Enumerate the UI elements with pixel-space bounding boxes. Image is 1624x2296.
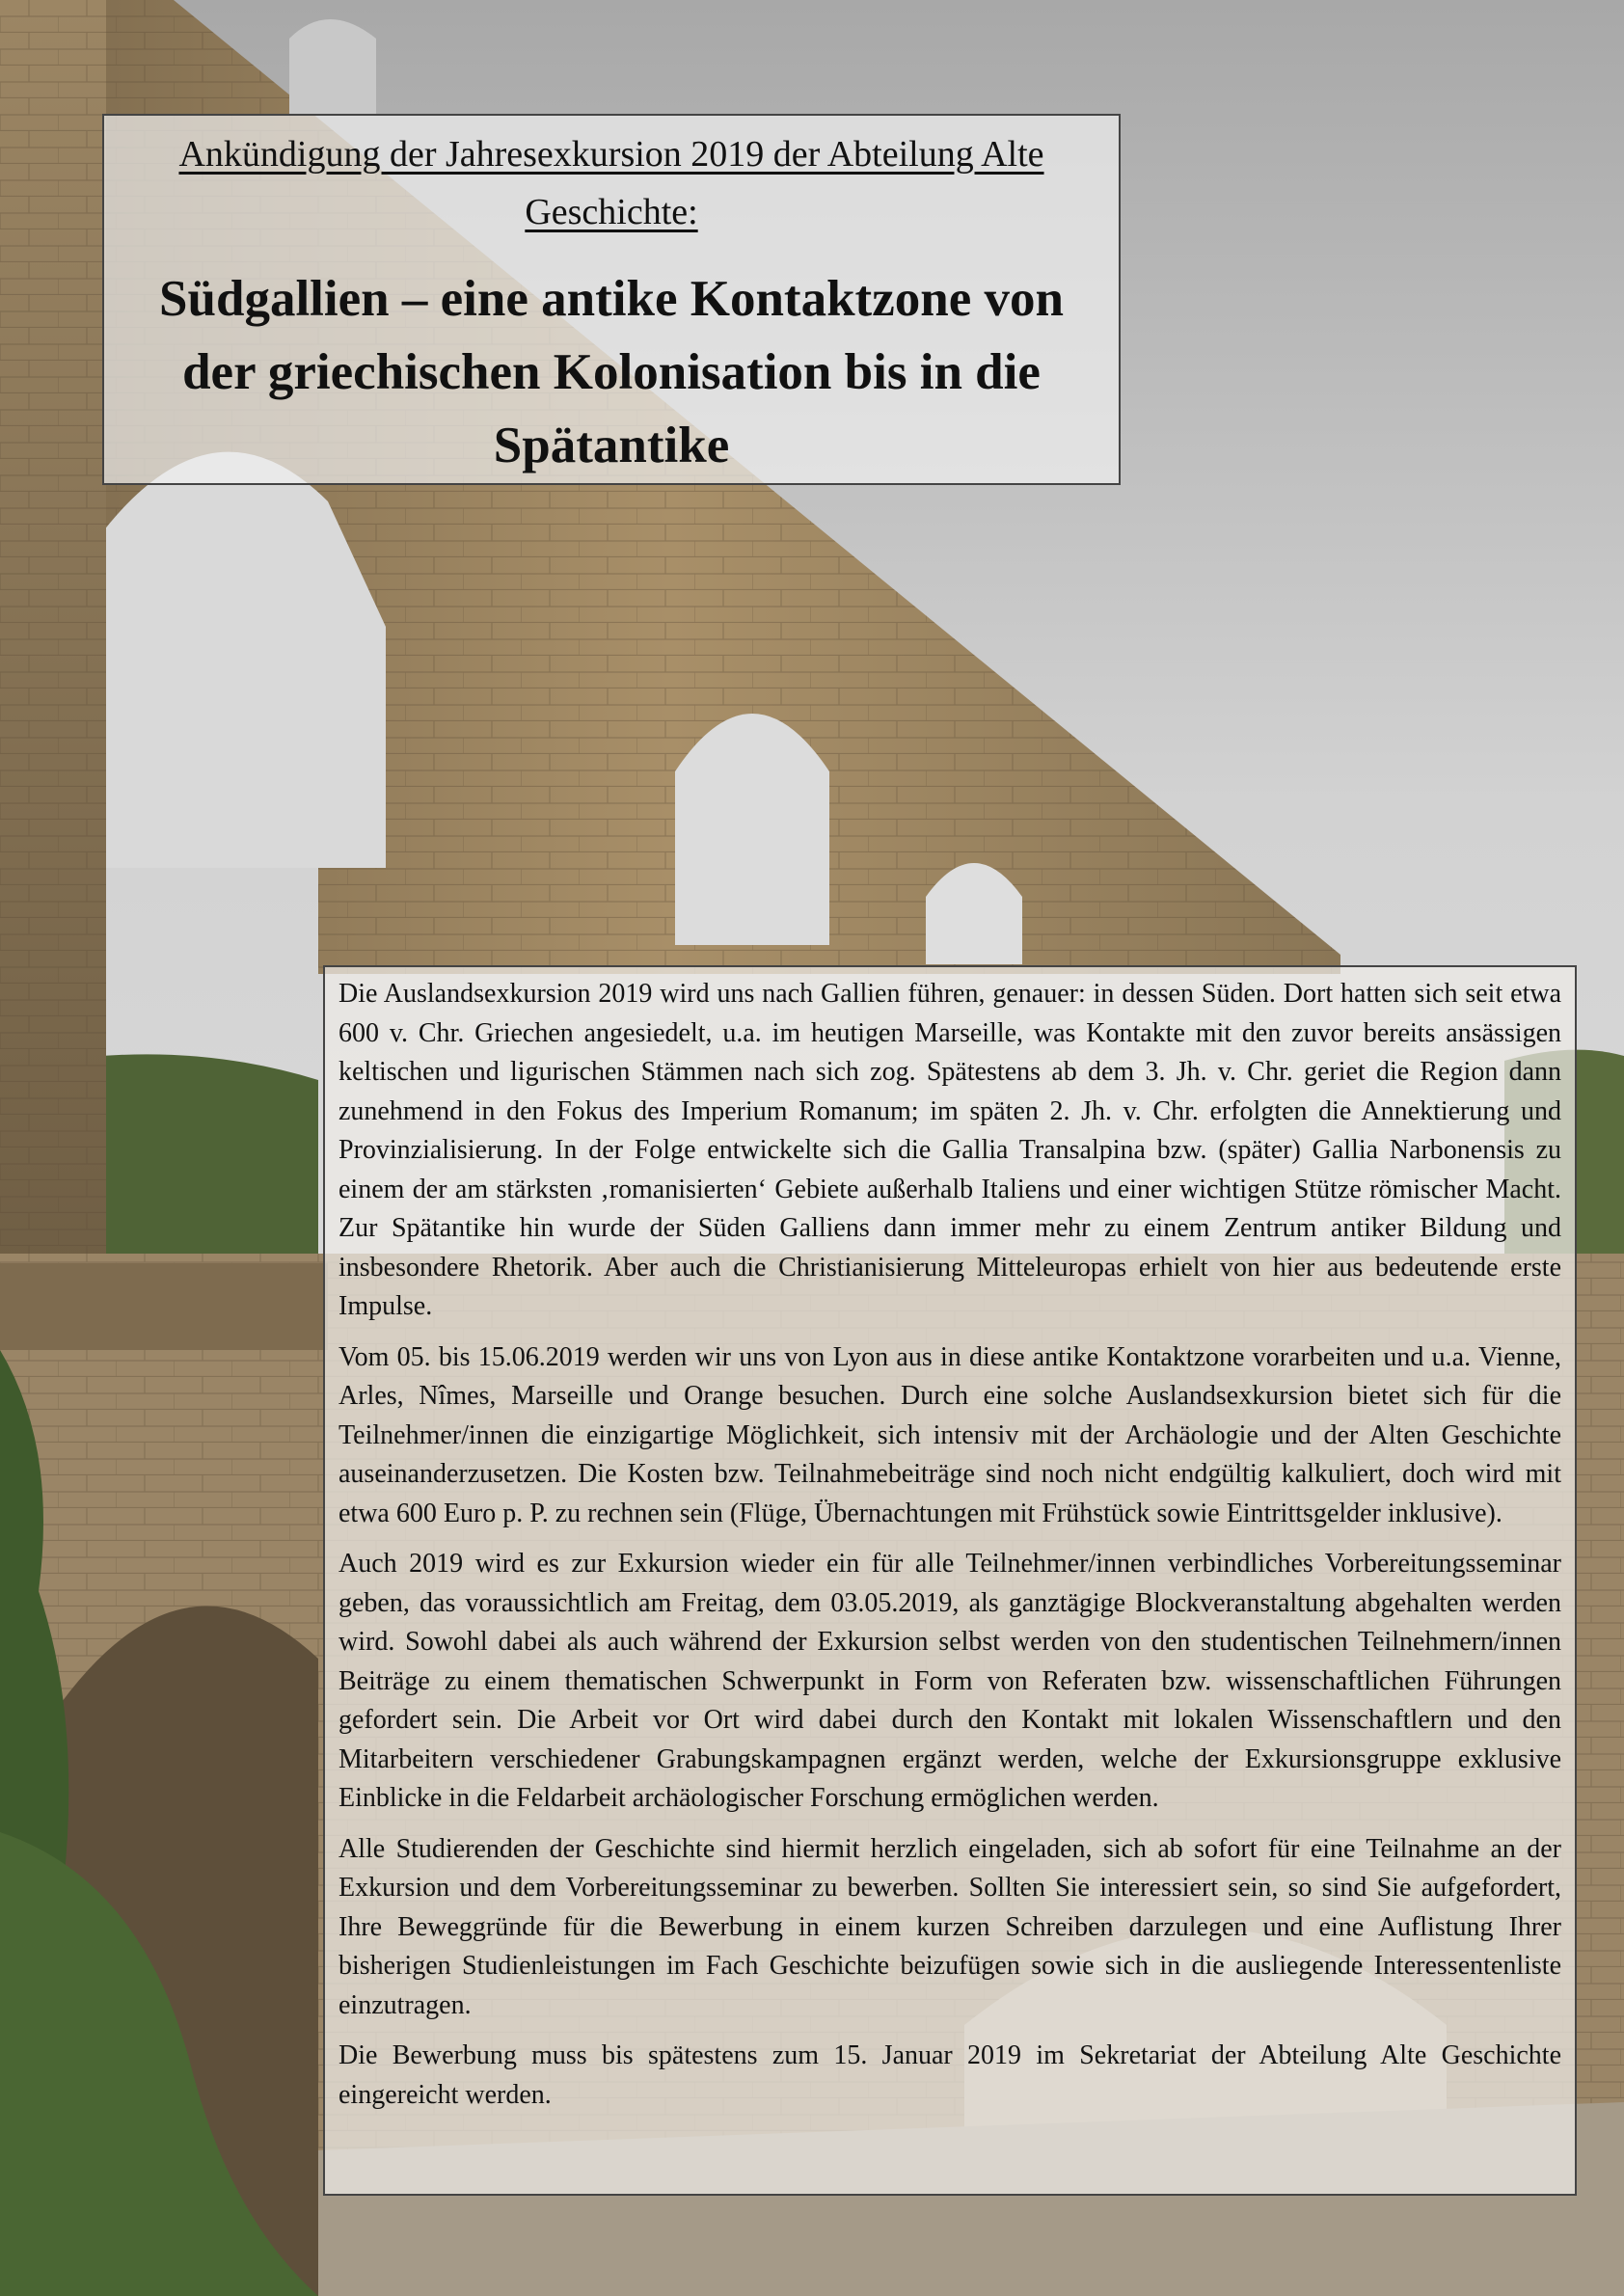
paragraph-intro: Die Auslandsexkursion 2019 wird uns nach Gallien führen, genauer: in dessen Süden. Dort hatten sich seit etwa 600 v. Chr. Griechen angesiedelt, u.a. im heutigen Marseille, was Kontakte mit den zuvor bereits ansässigen keltischen und ligurischen Stämmen nach sich zog. Spätestens ab dem 3. Jh. v. Chr. geriet die Region dann zunehmend in den Fokus des Imperium Romanum; im späten 2. Jh. v. Chr. erfolgten die Annektierung und Provinzialisierung. In der Folge entwickelte sich die Gallia Transalpina bzw. (später) Gallia Narbonensis zu einem der am stärksten ‚romanisierten‘ Gebiete außerhalb Italiens und einer wichtigen Stütze römischer Macht. Zur Spätantike hin wurde der Süden Galliens dann immer mehr zu einem Zentrum antiker Bildung und insbesondere Rhetorik. Aber auch die Christianisierung Mitteleuropas erhielt von hier aus bedeutende erste Impulse. — [338, 979, 1561, 1321]
title-box — [102, 114, 1121, 485]
paragraph-seminar: Auch 2019 wird es zur Exkursion wieder ein für alle Teilnehmer/innen verbindliches Vorbereitungsseminar geben, das voraussichtlich am Freitag, dem 03.05.2019, als ganztägige Blockveranstaltung abgehalten werden wird. Sowohl dabei als auch während der Exkursion selbst werden von den studentischen Teilnehmern/innen Beiträge zu einem thematischen Schwerpunkt in Form von Referaten bzw. wissenschaftlichen Führungen gefordert sein. Die Arbeit vor Ort wird dabei durch den Kontakt mit lokalen Wissenschaftlern und den Mitarbeitern verschiedener Grabungskampagnen ergänzt werden, welche der Exkursionsgruppe exklusive Einblicke in die Feldarbeit archäologischer Forschung ermöglichen werden. — [338, 1549, 1561, 1813]
paragraph-deadline: Die Bewerbung muss bis spätestens zum 15. Januar 2019 im Sekretariat der Abteilung Alte Geschichte eingereicht werden. — [338, 2040, 1561, 2110]
announcement-heading: Ankündigung der Jahresexkursion 2019 der Abteilung Alte Geschichte: — [178, 134, 1044, 232]
paragraph-application: Alle Studierenden der Geschichte sind hiermit herzlich eingeladen, sich ab sofort für eine Teilnahme an der Exkursion und dem Vorbereitungsseminar zu bewerben. Sollten Sie interessiert sein, so sind Sie aufgefordert, Ihre Beweggründe für die Bewerbung in einem kurzen Schreiben darzulegen und eine Auflistung Ihrer bisherigen Studienleistungen im Fach Geschichte beizufügen sowie sich in die ausliegende Interessentenliste einzutragen. — [338, 1833, 1561, 2020]
paragraph-dates-costs: Vom 05. bis 15.06.2019 werden wir uns von Lyon aus in diese antike Kontaktzone vorarbeiten und u.a. Vienne, Arles, Nîmes, Marseille und Orange besuchen. Durch eine solche Auslandsexkursion bietet sich für die Teilnehmer/innen die einzigartige Möglichkeit, sich intensiv mit der Archäologie und der Alten Geschichte auseinanderzusetzen. Die Kosten bzw. Teilnahmebeiträge sind noch nicht endgültig kalkuliert, doch wird mit etwa 600 Euro p. P. zu rechnen sein (Flüge, Übernachtungen mit Frühstück sowie Eintrittsgelder inklusive). — [338, 1341, 1561, 1528]
body-text-box — [323, 965, 1577, 2196]
page-title: Südgallien – eine antike Kontaktzone von der griechischen Kolonisation bis in die Spätantike — [159, 271, 1064, 473]
